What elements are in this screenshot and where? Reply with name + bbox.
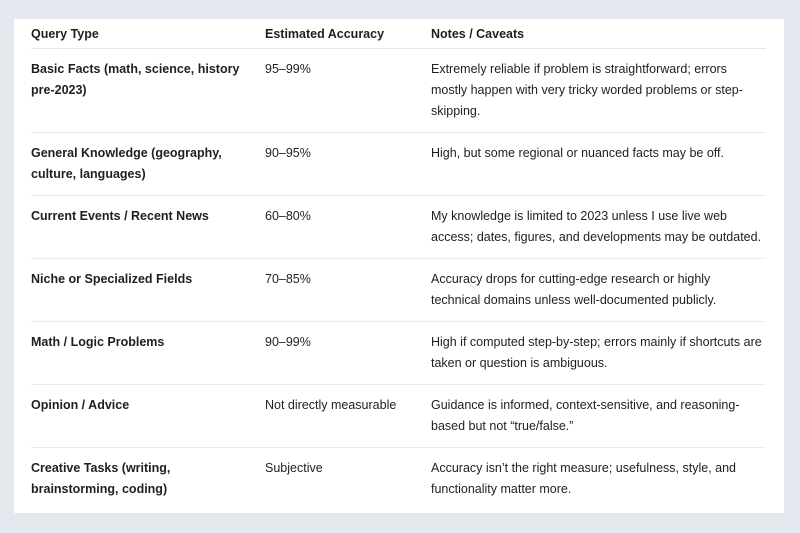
accuracy-cell: Subjective <box>265 461 323 475</box>
notes-cell: High, but some regional or nuanced facts may be off. <box>431 133 766 196</box>
table-row <box>31 196 766 259</box>
notes-cell: Accuracy drops for cutting-edge research or highly technical domains unless well-documented publicly. <box>431 259 766 322</box>
table-row <box>31 385 766 448</box>
notes-cell: High if computed step-by-step; errors mainly if shortcuts are taken or question is ambiguous. <box>431 322 766 385</box>
table-row <box>31 448 766 511</box>
query-type-cell: Current Events / Recent News <box>31 196 265 259</box>
accuracy-cell: 90–99% <box>265 322 431 385</box>
table-row <box>31 322 766 385</box>
query-type-cell: Creative Tasks (writing, brainstorming, coding) <box>31 461 171 496</box>
table-row <box>31 49 766 133</box>
accuracy-cell: Not directly measurable <box>265 385 431 448</box>
header-estimated-accuracy: Estimated Accuracy <box>265 19 431 49</box>
notes-cell: Extremely reliable if problem is straightforward; errors mostly happen with very tricky worded problems or step-skipping. <box>431 49 766 133</box>
table-row <box>31 133 766 196</box>
notes-cell: My knowledge is limited to 2023 unless I use live web access; dates, figures, and developments may be outdated. <box>431 196 766 259</box>
query-type-cell: Basic Facts (math, science, history pre-2023) <box>31 49 265 133</box>
accuracy-cell: 70–85% <box>265 259 431 322</box>
header-query-type: Query Type <box>31 19 265 49</box>
query-type-cell: Math / Logic Problems <box>31 322 265 385</box>
accuracy-table <box>31 19 766 510</box>
query-type-cell: Niche or Specialized Fields <box>31 259 265 322</box>
notes-cell: Guidance is informed, context-sensitive, and reasoning-based but not “true/false.” <box>431 385 766 448</box>
accuracy-cell: 60–80% <box>265 196 431 259</box>
query-type-cell: General Knowledge (geography, culture, languages) <box>31 133 265 196</box>
query-type-cell: Opinion / Advice <box>31 385 265 448</box>
header-row <box>31 19 766 49</box>
table-header <box>31 19 766 49</box>
table-row <box>31 259 766 322</box>
accuracy-cell: 90–95% <box>265 133 431 196</box>
table-body <box>31 49 766 511</box>
accuracy-table-card <box>14 19 784 513</box>
accuracy-cell: 95–99% <box>265 49 431 133</box>
header-notes-caveats: Notes / Caveats <box>431 19 766 49</box>
notes-cell: Accuracy isn’t the right measure; usefulness, style, and functionality matter more. <box>431 461 737 496</box>
